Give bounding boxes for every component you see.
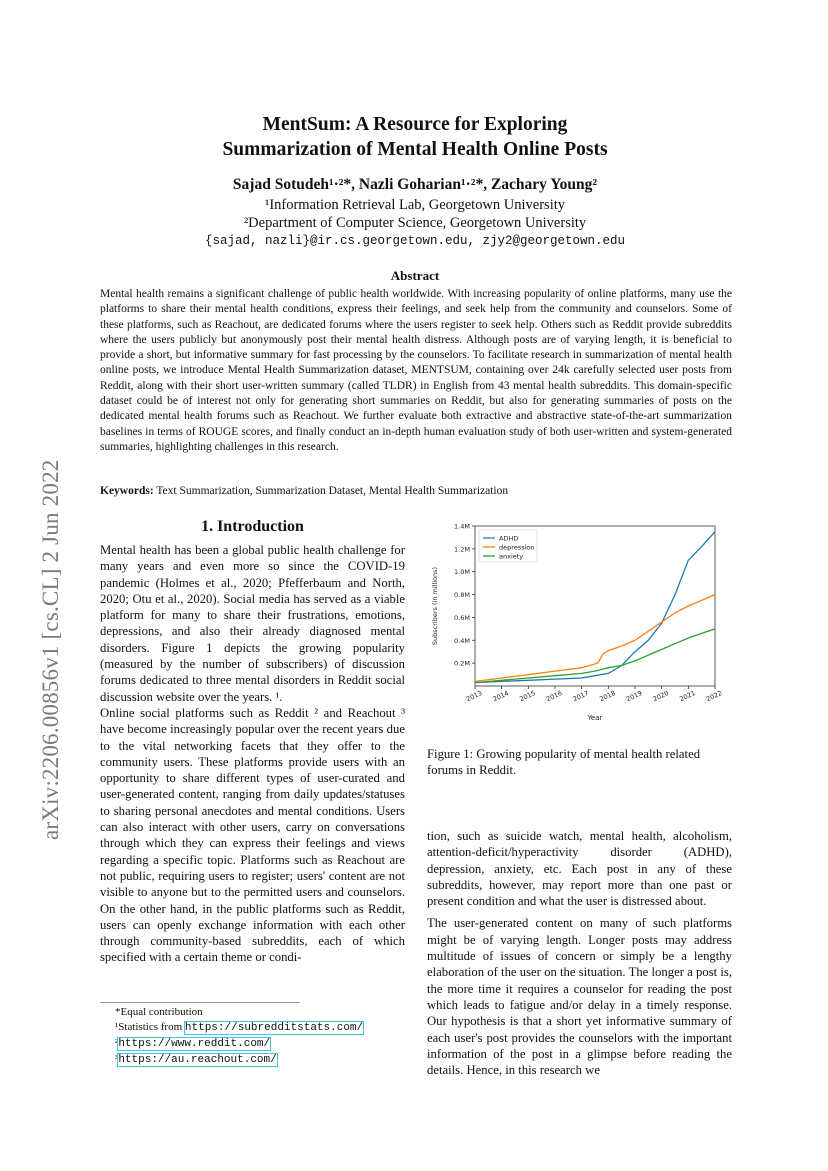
x-tick-label: 2020 (651, 689, 671, 704)
footnote-2-link[interactable]: https://www.reddit.com/ (118, 1038, 271, 1050)
y-tick-label: 0.2M (454, 659, 470, 668)
intro-right-paragraph-1: tion, such as suicide watch, mental health, alcoholism, attention-deficit/hyperactivity disorder (ADHD), depression, anxiety, etc. Each post in any of these subreddits, however, may report more than one past or present condition and what the user is distressed about. (427, 829, 732, 909)
abstract-heading: Abstract (390, 268, 440, 283)
x-tick-label: 2015 (518, 689, 537, 704)
legend-label: anxiety (499, 552, 524, 561)
footnote-2-label: ² (115, 1037, 119, 1049)
intro-right-paragraph-2: The user-generated content on many of such platforms might be of varying length. Longer posts may address multitude of issues of concern or simply be a lengthy elaboration of the user on the situation. The longer a post is, the more time it requires a counselor for reading the post which leads to fatigue and/or delay in a timely response. Our hypothesis is that a short yet informative summary of each user's post provides the counselors with the important information of the post in a glimpse before reading the details. Hence, in this research we (427, 916, 732, 1078)
figure-1-caption: Figure 1: Growing popularity of mental health related forums in Reddit. (427, 747, 701, 778)
x-tick-label: 2018 (598, 689, 617, 704)
y-tick-label: 1.2M (454, 545, 470, 554)
x-tick-label: 2013 (464, 689, 484, 704)
footnote-equal-contribution: *Equal contribution (115, 1006, 203, 1018)
footnote-3-link[interactable]: https://au.reachout.com/ (118, 1054, 277, 1066)
footnote-1-label: ¹Statistics from (115, 1021, 185, 1033)
arxiv-sidebar (8, 380, 68, 840)
footnote-1-link[interactable]: https://subredditstats.com/ (184, 1022, 364, 1034)
x-tick-label: 2021 (678, 689, 697, 704)
title-line-2: Summarization of Mental Health Online Posts (222, 139, 608, 160)
abstract-text: Mental health remains a significant challenge of public health worldwide. With increasing popularity of online platforms, many use the platforms to share their mental health conditions, express their feelings, and seek help from the community and counselors. Some of these platforms, such as Reachout, are dedicated forums where the users register to seek help. Others such as Reddit provide subreddits where the users publicly but anonymously post their mental health distress. Although posts are of varying length, it is beneficial to provide a short, but informative summary for fast processing by the counselors. To facilitate research in summarization of mental health online posts, we introduce Mental Health Summarization dataset, MENTSUM, containing over 24k carefully selected user posts from Reddit, along with their short user-written summary (called TLDR) in English from 43 mental health subreddits. This domain-specific dataset could be of interest not only for generating short summaries on Reddit, but also for generating summaries of posts on the dedicated mental health forums such as Reachout. We further evaluate both extractive and abstractive state-of-the-art summarization baselines in terms of ROUGE scores, and finally conduct an in-depth human evaluation study of both user-written and system-generated summaries, highlighting challenges in this research. (100, 288, 732, 453)
y-tick-label: 0.8M (454, 591, 470, 600)
footnotes (115, 1005, 363, 1068)
author-names: Sajad Sotudeh¹·²*, Nazli Goharian¹·²*, Zachary Young² (232, 176, 598, 193)
affiliation-2: ²Department of Computer Science, Georgetown University (243, 215, 587, 231)
y-tick-label: 0.6M (454, 613, 470, 622)
footnote-divider (100, 1002, 300, 1003)
intro-left-column (100, 542, 405, 966)
title-line-1: MentSum: A Resource for Exploring (262, 114, 568, 135)
x-tick-label: 2016 (544, 689, 564, 704)
section-heading-introduction: 1. Introduction (201, 518, 304, 535)
figure-1-chart (427, 520, 732, 735)
footnote-3-label: ³ (115, 1053, 119, 1065)
author-emails: {sajad, nazli}@ir.cs.georgetown.edu, zjy2@georgetown.edu (204, 234, 626, 248)
intro-paragraph-1: Mental health has been a global public health challenge for many years and even more so since the COVID-19 pandemic (Holmes et al., 2020; Pfefferbaum and North, 2020; Otu et al., 2020). Social media has served as a viable platform for many to share their frustrations, emotions, depressions, and also their already diagnosed mental disorders. Figure 1 depicts the growing popularity (measured by the number of subscribers) of discussion forums dedicated to three mental disorders in Reddit social discussion website over the years. ¹. (100, 543, 405, 704)
keywords-label: Keywords: (100, 485, 154, 497)
y-tick-label: 1.4M (454, 522, 470, 531)
line-chart-svg (427, 520, 732, 735)
y-tick-label: 1.0M (454, 568, 470, 577)
series-line-anxiety (475, 629, 715, 683)
affiliation-1: ¹Information Retrieval Lab, Georgetown University (264, 197, 566, 213)
intro-right-column (427, 828, 732, 1078)
keywords-text: Text Summarization, Summarization Dataset, Mental Health Summarization (153, 485, 509, 497)
author-block (100, 176, 730, 250)
x-tick-label: 2019 (624, 689, 644, 704)
x-tick-label: 2022 (704, 689, 724, 704)
x-axis-label: Year (587, 714, 603, 722)
x-tick-label: 2017 (571, 689, 591, 704)
y-axis-label: Subscribers (in millions) (431, 566, 439, 646)
legend-label: depression (499, 543, 535, 552)
y-tick-label: 0.4M (454, 636, 470, 645)
footnote-3 (115, 1052, 363, 1068)
arxiv-id: arXiv:2206.00856v1 [cs.CL] 2 Jun 2022 (38, 459, 63, 840)
intro-paragraph-2: Online social platforms such as Reddit ² and Reachout ³ have become increasingly popular over the recent years due to the vital networking facets that they offer to the community users. These platforms provide users with an opportunity to share different types of user-curated and user-generated content, ranging from daily updates/statuses to sharing personal anecdotes and mental conditions. Users can also interact with other users, carry on conversations through which they can express their feelings and views regarding a specific topic. Platforms such as Reachout are not public, requiring users to register; users' content are not visible to anyone but to the permitted users and counselors. On the other hand, in the public platforms such as Reddit, users can openly exchange information with each other through community-based subreddits, each of which specified with a certain theme or condi- (100, 705, 405, 965)
footnote-2 (115, 1036, 363, 1052)
legend-label: ADHD (499, 534, 519, 543)
keywords-line (100, 485, 508, 497)
paper-title (100, 112, 730, 162)
series-line-depression (475, 595, 715, 682)
footnote-1 (115, 1020, 363, 1036)
x-tick-label: 2014 (491, 689, 511, 704)
